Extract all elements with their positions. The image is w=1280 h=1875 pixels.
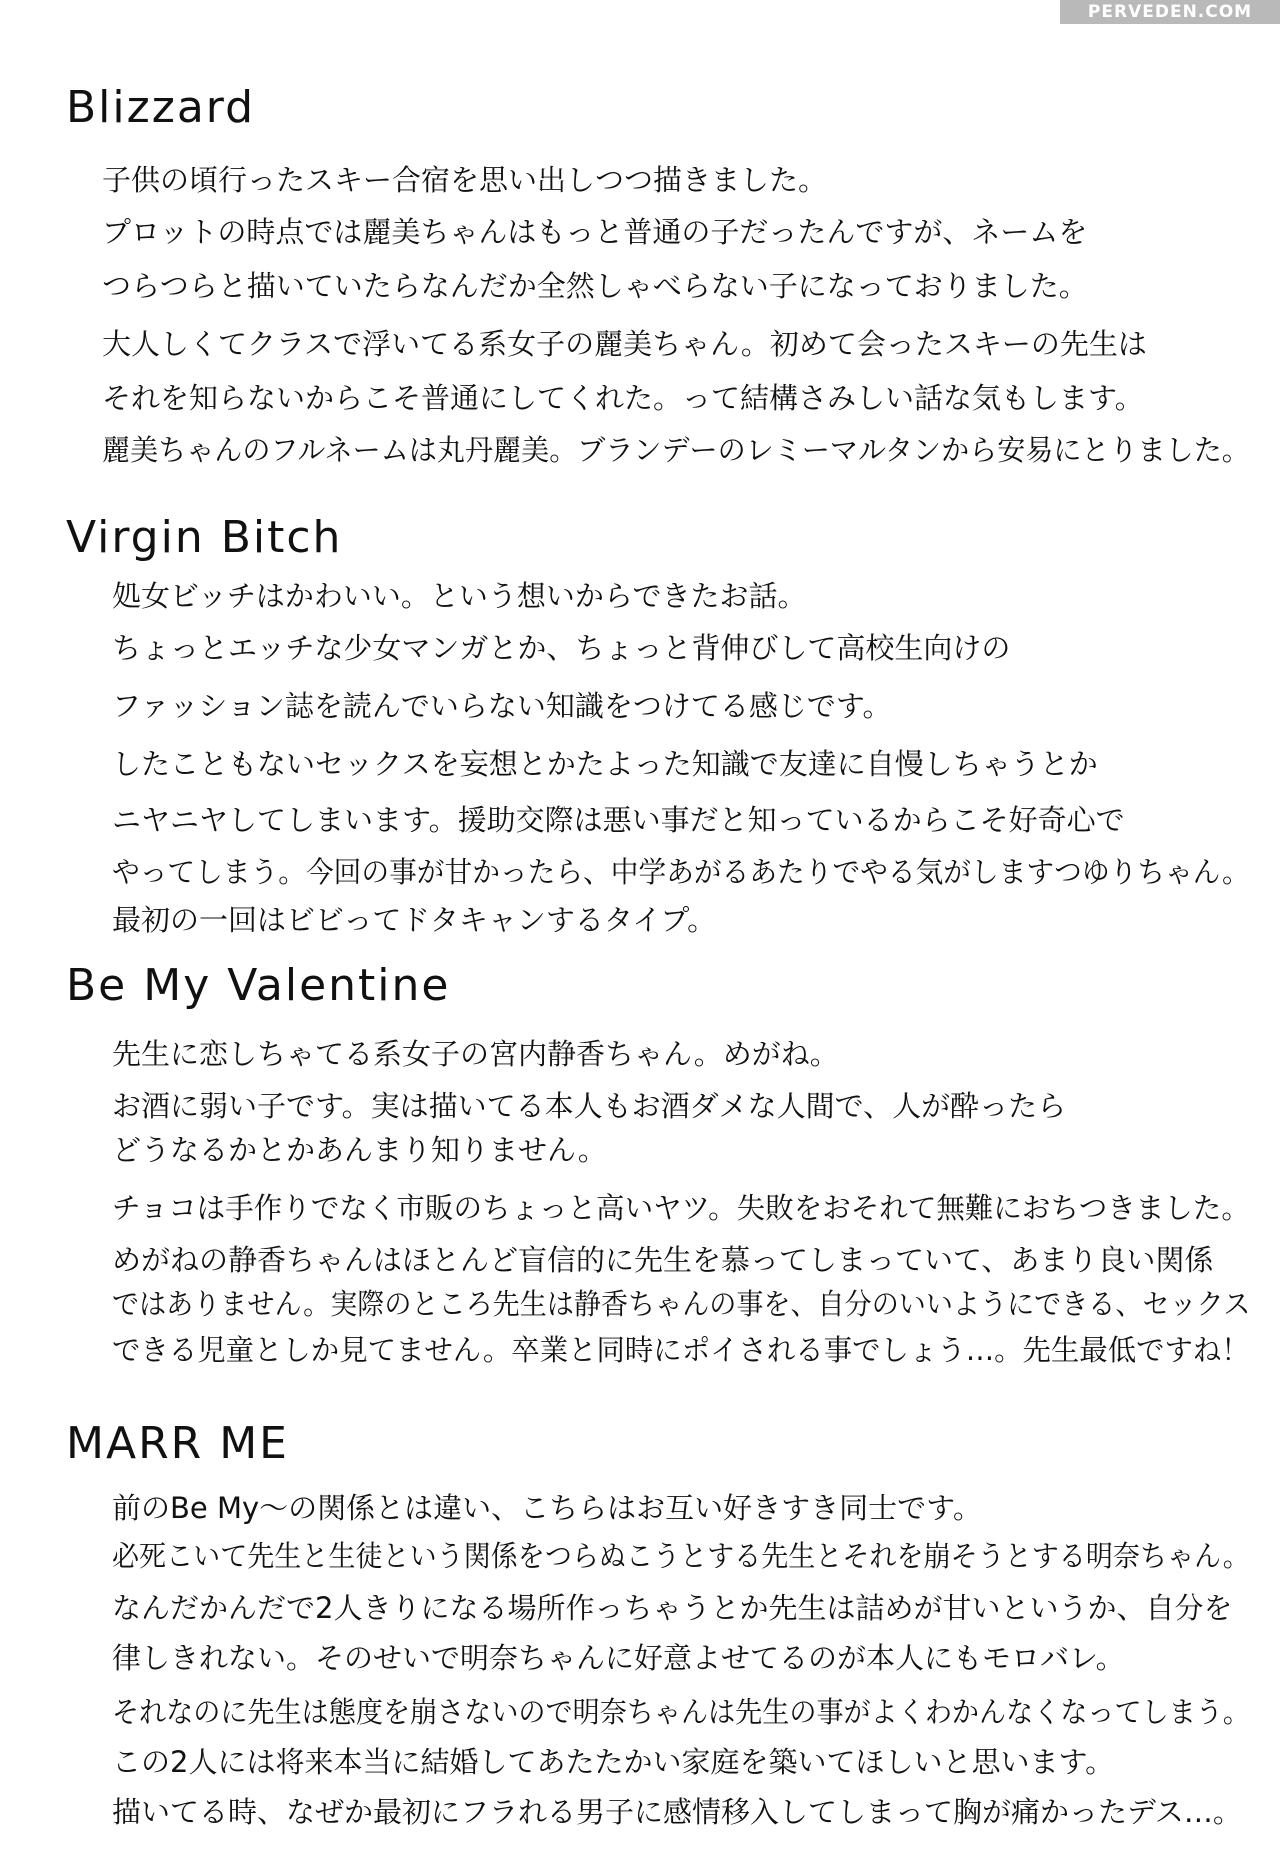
body-line: 必死こいて先生と生徒という関係をつらぬこうとする先生とそれを崩そうとする明奈ちゃん。 xyxy=(112,1539,1250,1573)
body-line: 大人しくてクラスで浮いてる系女子の麗美ちゃん。初めて会ったスキーの先生は xyxy=(102,327,1147,361)
body-line: 律しきれない。そのせいで明奈ちゃんに好意よせてるのが本人にもモロバレ。 xyxy=(112,1641,1125,1675)
body-line: プロットの時点では麗美ちゃんはもっと普通の子だったんですが、ネームを xyxy=(102,215,1088,249)
body-line: 描いてる時、なぜか最初にフラれる男子に感情移入してしまって胸が痛かったデス…。 xyxy=(112,1795,1242,1829)
section-title-virgin-bitch: Virgin Bitch xyxy=(66,512,343,563)
body-line: ではありません。実際のところ先生は静香ちゃんの事を、自分のいいようにできる、セックス xyxy=(112,1287,1251,1321)
body-line: やってしまう。今回の事が甘かったら、中学あがるあたりでやる気がしますつゆりちゃん。 xyxy=(112,855,1250,889)
body-line: 前のBe My～の関係とは違い、こちらはお互い好きすき同士です。 xyxy=(112,1491,982,1525)
section-title-be-my-valentine: Be My Valentine xyxy=(66,960,451,1011)
body-line: つらつらと描いていたらなんだか全然しゃべらない子になっておりました。 xyxy=(102,269,1088,303)
watermark: PERVEDEN.COM xyxy=(1060,0,1280,24)
body-line: チョコは手作りでなく市販のちょっと高いヤツ。失敗をおそれて無難におちつきました。 xyxy=(112,1191,1250,1225)
body-line: ニヤニヤしてしまいます。援助交際は悪い事だと知っているからこそ好奇心で xyxy=(112,803,1125,837)
body-line: それなのに先生は態度を崩さないので明奈ちゃんは先生の事がよくわかんなくなってしまう。 xyxy=(112,1695,1250,1729)
body-line: どうなるかとかあんまり知りません。 xyxy=(112,1133,607,1167)
section-title-blizzard: Blizzard xyxy=(66,82,256,133)
section-title-marr-me: MARR ME xyxy=(66,1418,289,1469)
body-line: お酒に弱い子です。実は描いてる本人もお酒ダメな人間で、人が酔ったら xyxy=(112,1089,1067,1123)
body-line: 処女ビッチはかわいい。という想いからできたお話。 xyxy=(112,579,807,613)
body-line: なんだかんだで2人きりになる場所作っちゃうとか先生は詰めが甘いというか、自分を xyxy=(112,1591,1233,1625)
body-line: ちょっとエッチな少女マンガとか、ちょっと背伸びして高校生向けの xyxy=(112,631,1011,665)
body-line: 先生に恋しちゃてる系女子の宮内静香ちゃん。めがね。 xyxy=(112,1037,839,1071)
body-line: したこともないセックスを妄想とかたよった知識で友達に自慢しちゃうとか xyxy=(112,747,1098,781)
body-line: めがねの静香ちゃんはほとんど盲信的に先生を慕ってしまっていて、あまり良い関係 xyxy=(112,1243,1214,1277)
body-line: 麗美ちゃんのフルネームは丸丹麗美。ブランデーのレミーマルタンから安易にとりました。 xyxy=(102,433,1250,467)
body-line: この2人には将来本当に結婚してあたたかい家庭を築いてほしいと思います。 xyxy=(112,1745,1115,1779)
body-line: 子供の頃行ったスキー合宿を思い出しつつ描きました。 xyxy=(102,163,828,197)
body-line: できる児童としか見てません。卒業と同時にポイされる事でしょう…。先生最低ですね！ xyxy=(112,1333,1250,1367)
body-line: ファッション誌を読んでいらない知識をつけてる感じです。 xyxy=(112,689,892,723)
body-line: それを知らないからこそ普通にしてくれた。って結構さみしい話な気もします。 xyxy=(102,381,1144,415)
body-line: 最初の一回はビビってドタキャンするタイプ。 xyxy=(112,903,717,937)
